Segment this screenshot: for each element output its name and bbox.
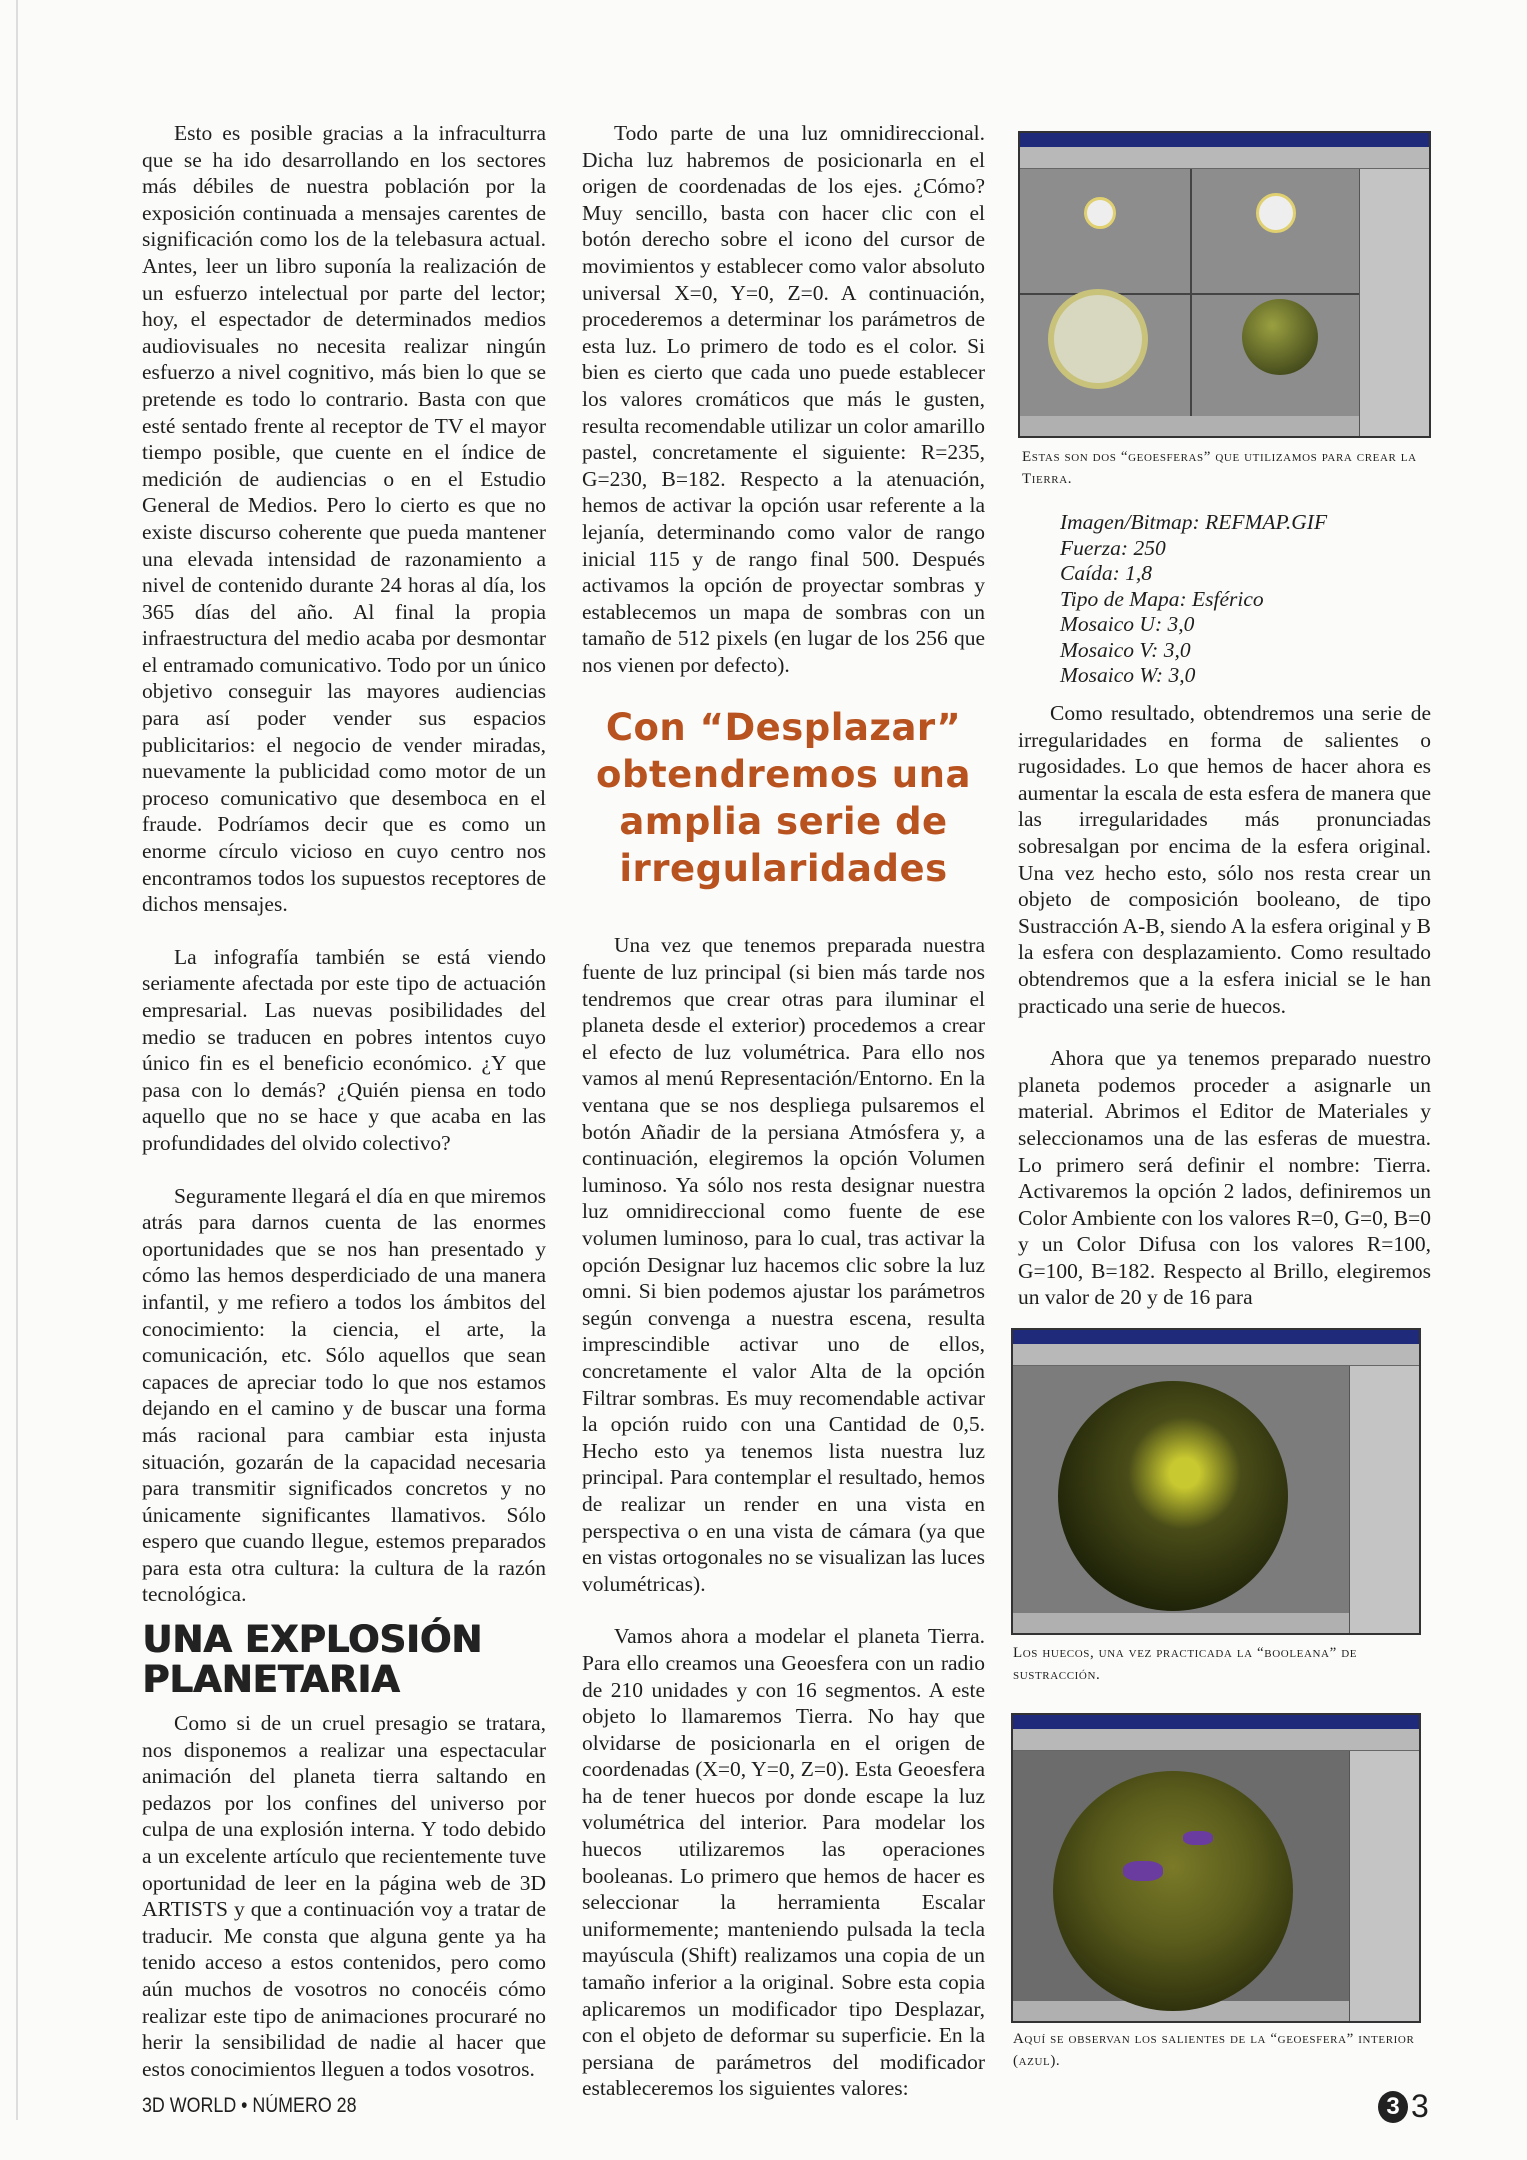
paragraph: Como resultado, obtendremos una serie de irregularidades en forma de salientes o rugosidades. Lo que hemos de hacer ahora es aumentar la escala de esta esfera de manera que las irregularidades más pronunciadas sobresalgan por encima de la esfera original. Una vez hecho esto, sólo nos resta crear un objeto de composición booleano, de tipo Sustracción A-B, siendo A la esfera original y B la esfera con desplazamiento. Como resultado obtendremos que a la esfera inicial se le han practicado una serie de huecos. bbox=[1018, 701, 1431, 1018]
param: Caída: 1,8 bbox=[1060, 561, 1152, 585]
screenshot-boolean-holes bbox=[1011, 1328, 1421, 1635]
page-edge bbox=[16, 0, 18, 2120]
param: Imagen/Bitmap: REFMAP.GIF bbox=[1060, 510, 1328, 534]
paragraph: Esto es posible gracias a la infraculturra que se ha ido desarrollando en los sectores más débiles de nuestra población por la exposición continuada a mensajes carentes de significación como los de la telebasura actual. Antes, leer un libro suponía la realización de un esfuerzo intelectual por parte del lector; hoy, el espectador de determinados medios audiovisuales no necesita realizar ningún esfuerzo a nivel cognitivo, más bien lo que se pretende es todo lo contrario. Basta con que esté sentado frente al receptor de TV el mayor tiempo posible, que cuente en el índice de medición de audiencias o en el Estudio General de Medios. Pero lo cierto es que no existe discurso coherente que pueda mantener una elevada intensidad de razonamiento a nivel de contenido durante 24 horas al día, los 365 días del año. Al final la propia infraestructura del medio acaba por desmontar el entramado comunicativo. Todo por un único objetivo conseguir las mayores audiencias para así poder vender sus espacios publicitarios: el negocio de vender miradas, nuevamente la publicidad como motor de un proceso comunicativo que desemboca en el fraude. Podríamos decir que es como un enorme círculo vicioso en cuyo centro nos encontramos todos los supuestos receptores de dichos mensajes. bbox=[142, 121, 546, 917]
paragraph: Vamos ahora a modelar el planeta Tierra. Para ello creamos una Geoesfera con un radio de 210 unidades y con 16 segmentos. A este objeto lo llamaremos Tierra. No hay que olvidarse de posicionarla en el origen de coordenadas (X=0, Y=0, Z=0). Esta Geoesfera ha de tener huecos por donde escape la luz volumétrica del interior. Para modelar los huecos utilizaremos las operaciones booleanas. Lo primero que hemos de hacer es seleccionar la herramienta Escalar uniformemente; manteniendo pulsada la tecla mayúscula (Shift) realizamos una copia de un tamaño inferior a la original. Sobre esta copia aplicaremos un modificador tipo Desplazar, con el objeto de deformar su superficie. En la persiana de parámetros del modificador estableceremos los siguientes valores: bbox=[582, 1624, 985, 2101]
paragraph: Ahora que ya tenemos preparado nuestro planeta podemos proceder a asignarle un material. Abrimos el Editor de Materiales y seleccionamos una de las esferas de muestra. Lo primero será definir el nombre: Tierra. Activaremos la opción 2 lados, definiremos un Color Ambiente con los valores R=0, G=0, B=0 y un Color Difusa con los valores R=100, G=100, B=182. Respecto al Brillo, elegiremos un valor de 20 y de 16 para bbox=[1018, 1046, 1431, 1310]
image-caption: Aquí se observan los salientes de la “geoesfera” interior (azul). bbox=[1013, 2031, 1415, 2069]
page-number-digit: 3 bbox=[1411, 2088, 1429, 2124]
column-1 bbox=[142, 120, 546, 2082]
page-number bbox=[1378, 2088, 1429, 2125]
magazine-footer: 3D WORLD • NÚMERO 28 bbox=[142, 2094, 357, 2117]
paragraph: Como si de un cruel presagio se tratara, nos disponemos a realizar una espectacular animación del planeta tierra saltando en pedazos por los confines del universo por culpa de una explosión interna. Y todo debido a un excelente artículo que recientemente tuve oportunidad de leer en la página web de 3D ARTISTS y que a continuación voy a tratar de traducir. Me consta que alguna gente ya ha tenido acceso a estos contenidos, pero como aún muchos de vosotros no conocéis cómo realizar este tipo de animaciones procuraré no herir la sensibilidad de nadie al hacer que estos conocimientos lleguen a todos vosotros. bbox=[142, 1711, 546, 2081]
paragraph: Todo parte de una luz omnidireccional. Dicha luz habremos de posicionarla en el origen de coordenadas de los ejes. ¿Cómo? Muy sencillo, basta con hacer clic con el botón derecho sobre el icono del cursor de movimientos y establecer como valor absoluto universal X=0, Y=0, Z=0. A continuación, procederemos a determinar los parámetros de esta luz. Lo primero de todo es el color. Si bien es cierto que cada uno puede establecer los valores cromáticos que más le gusten, resulta recomendable utilizar un color amarillo pastel, concretamente el siguiente: R=235, G=230, B=182. Respecto a la atenuación, hemos de activar la opción usar referente a la lejanía, determinando como valor de rango inicial 115 y de rango final 500. Después activamos la opción de proyectar sombras y establecemos un mapa de sombras con un tamaño de 512 pixels (en lugar de los 256 que nos vienen por defecto). bbox=[582, 121, 985, 677]
param: Mosaico U: 3,0 bbox=[1060, 612, 1195, 636]
param: Tipo de Mapa: Esférico bbox=[1060, 586, 1264, 611]
param: Mosaico W: 3,0 bbox=[1060, 663, 1196, 687]
column-2 bbox=[582, 120, 985, 2102]
paragraph: Una vez que tenemos preparada nuestra fuente de luz principal (si bien más tarde nos tendremos que crear otras para iluminar el planeta desde el exterior) procedemos a crear el efecto de luz volumétrica. Para ello nos vamos al menú Representación/Entorno. En la ventana que se nos despliega pulsaremos el botón Añadir de la persiana Atmósfera y, a continuación, elegiremos la opción Volumen luminoso. Ya sólo nos resta designar nuestra luz omnidireccional como fuente de ese volumen luminoso, para lo cual, tras activar la opción Designar luz hacemos clic sobre la luz omni. Si bien podemos ajustar los parámetros según convenga a nuestra escena, resulta imprescindible activar uno de ellos, concretamente el valor Alta de la opción Filtrar sombras. Es muy recomendable activar la opción ruido con una Cantidad de 0,5. Hecho esto ya tenemos lista nuestra luz principal. Para contemplar el resultado, hemos de realizar un render en una vista en perspectiva o en una vista de cámara (ya que en vistas ortogonales no se visualizan las luces volumétricas). bbox=[582, 933, 985, 1596]
screenshot-geoesferas bbox=[1018, 131, 1431, 438]
image-caption: Estas son dos “geoesferas” que utilizamos para crear la Tierra. bbox=[1022, 449, 1417, 487]
paragraph: Seguramente llegará el día en que miremos atrás para darnos cuenta de las enormes oportunidades que se nos han presentado y cómo las hemos desperdiciado de una manera infantil, y me refiero a todos los ámbitos del conocimiento: la ciencia, el arte, la comunicación, etc. Sólo aquellos que sean capaces de apreciar todo lo que nos estamos dejando en el camino y de buscar una forma más racional para cambiar esta injusta situación, gozarán de la capacidad necesaria para transmitir significados concretos y no únicamente significantes llamativos. Sólo espero que cuando llegue, estemos preparados para esta otra cultura: la cultura de la razón tecnológica. bbox=[142, 1183, 546, 1607]
paragraph: La infografía también se está viendo seriamente afectada por este tipo de actuación empresarial. Las nuevas posibilidades del medio se traducen en pobres intentos cuyo único fin es el beneficio económico. ¿Y que pasa con lo demás? ¿Quién piensa en todo aquello que no se hace y que acaba en las profundidades del olvido colectivo? bbox=[142, 944, 546, 1155]
param: Fuerza: 250 bbox=[1060, 535, 1166, 560]
displace-parameters bbox=[1060, 510, 1327, 689]
page-number-circle: 3 bbox=[1378, 2091, 1408, 2123]
column-3 bbox=[1018, 700, 1431, 1311]
image-caption: Los huecos, una vez practicada la “booleana” de sustracción. bbox=[1013, 1645, 1358, 1683]
param: Mosaico V: 3,0 bbox=[1060, 637, 1191, 662]
screenshot-inner-geoesfera bbox=[1011, 1713, 1421, 2023]
section-heading: Con “Desplazar” obtendremos una amplia serie de irregularidades bbox=[596, 706, 971, 891]
section-heading: UNA EXPLOSIÓN PLANETARIA bbox=[142, 1618, 482, 1702]
